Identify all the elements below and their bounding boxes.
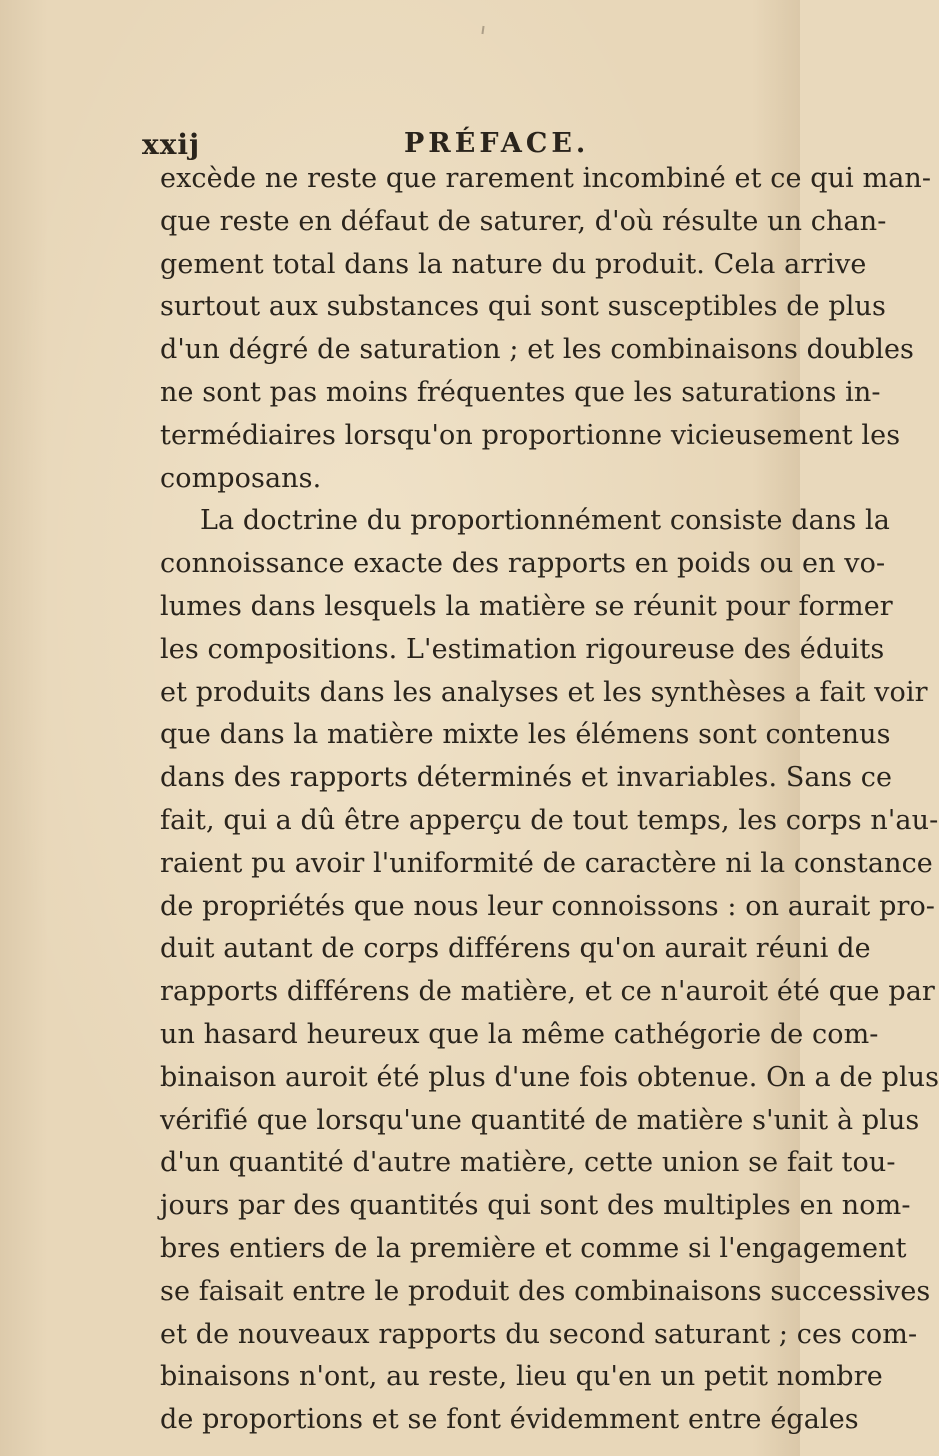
text-line: d'un dégré de saturation ; et les combinaisons doubles	[160, 334, 915, 366]
text-line: connoissance exacte des rapports en poids ou en vo-	[160, 548, 886, 580]
text-line: termédiaires lorsqu'on proportionne vicieusement les	[160, 419, 901, 451]
text-line: un hasard heureux que la même cathégorie de com-	[160, 1018, 879, 1050]
text-line: et produits dans les analyses et les synthèses a fait voir	[160, 676, 928, 708]
text-line: que dans la matière mixte les élémens sont contenus	[160, 719, 891, 751]
paragraph-start-line: La doctrine du proportionnément consiste dans la	[200, 505, 890, 537]
text-line: raient pu avoir l'uniformité de caractère ni la constance	[160, 847, 933, 879]
text-line: dans des rapports déterminés et invariables. Sans ce	[160, 762, 893, 794]
text-line: de propriétés que nous leur connoissons : on aurait pro-	[160, 890, 936, 922]
text-line: jours par des quantités qui sont des multiples en nom-	[160, 1190, 911, 1222]
text-line: gement total dans la nature du produit. Cela arrive	[160, 248, 867, 280]
text-line: binaison auroit été plus d'une fois obtenue. On a de plus	[160, 1061, 939, 1093]
text-line: binaisons n'ont, au reste, lieu qu'en un petit nombre	[160, 1361, 883, 1393]
paper-speck	[481, 26, 484, 34]
text-line: de proportions et se font évidemment entre égales	[160, 1404, 859, 1436]
text-line: et de nouveaux rapports du second saturant ; ces com-	[160, 1318, 918, 1350]
text-line: bres entiers de la première et comme si l'engagement	[160, 1232, 907, 1264]
text-line: les compositions. L'estimation rigoureuse des éduits	[160, 633, 885, 665]
page-number: xxij	[142, 128, 201, 161]
text-line: vérifié que lorsqu'une quantité de matière s'unit à plus	[160, 1104, 920, 1136]
text-line: surtout aux substances qui sont susceptibles de plus	[160, 291, 886, 323]
text-line: rapports différens de matière, et ce n'auroit été que par	[160, 976, 935, 1008]
text-line: duit autant de corps différens qu'on aurait réuni de	[160, 933, 871, 965]
text-line: excède ne reste que rarement incombiné et ce qui man-	[160, 163, 932, 194]
text-line: ne sont pas moins fréquentes que les saturations in-	[160, 376, 881, 408]
running-title: PRÉFACE.	[404, 128, 590, 159]
text-line: se faisait entre le produit des combinaisons successives	[160, 1275, 931, 1307]
text-line: lumes dans lesquels la matière se réunit pour former	[160, 590, 893, 622]
text-line: composans.	[160, 462, 322, 494]
text-line: d'un quantité d'autre matière, cette union se fait tou-	[160, 1147, 896, 1179]
text-line: fait, qui a dû être apperçu de tout temps, les corps n'au-	[160, 804, 939, 836]
text-line: que reste en défaut de saturer, d'où résulte un chan-	[160, 205, 887, 237]
body-text	[160, 158, 939, 1442]
